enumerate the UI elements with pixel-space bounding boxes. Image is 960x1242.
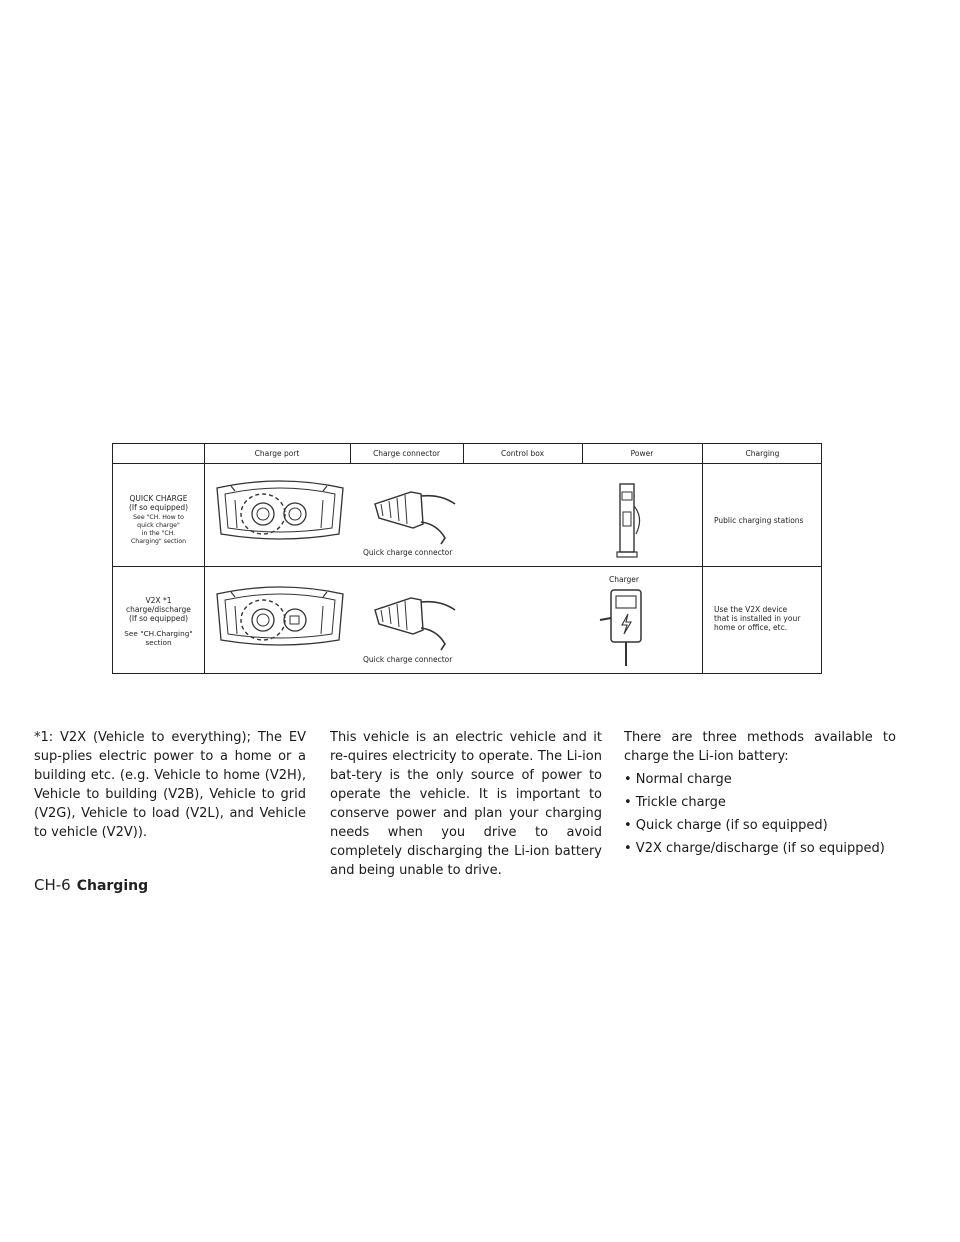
header-charging: Charging [745,449,780,458]
page-code: CH-6 [34,876,71,894]
v2x-charger-illustration [597,588,645,668]
section-name: Charging [76,878,149,894]
footnote-text: *1: V2X (Vehicle to everything); The EV sup-plies electric power to a home or a building etc. (e.g. Vehicle to home (V2H), Vehicle to building (V2B), Vehicle to grid (V2G), Vehicle to load (V2L), and Vehicle to vehicle (V2V)). [34,730,306,840]
row1-connector-caption: Quick charge connector [363,548,453,557]
row1-label-note: See "CH. How to quick charge" in the "CH. Charging" section [130,514,187,545]
row2-label [113,596,204,647]
methods-column [624,728,896,858]
header-charge-connector: Charge connector [373,449,440,458]
header-power: Power [630,449,654,458]
quick-charge-connector-illustration [371,484,461,548]
table-header [113,444,821,464]
intro-column [330,728,602,880]
list-item: • V2X charge/discharge (if so equipped) [624,841,885,856]
row1-charging-text: Public charging stations [714,516,804,525]
row2-power-caption: Charger [609,575,639,584]
list-item: • Trickle charge [624,795,726,810]
intro-text: This vehicle is an electric vehicle and it re-quires electricity to operate. The Li-ion bat-tery is the only source of power to operate the vehicle. It is important to conserve power and plan your charging needs when you drive to avoid completely discharging the Li-ion battery and being unable to drive. [330,730,602,878]
header-control-box: Control box [500,449,545,458]
row2-connector-caption: Quick charge connector [363,655,453,664]
charging-methods-figure [112,443,822,674]
row2-charging-text: Use the V2X device that is installed in your home or office, etc. [714,605,801,632]
list-item: • Quick charge (if so equipped) [624,818,828,833]
page-footer [34,876,148,894]
list-item: • Normal charge [624,772,732,787]
charge-port-illustration [211,478,349,546]
row2-label-note: See "CH.Charging" section [124,629,193,647]
row2-label-main: V2X *1 charge/discharge (If so equipped) [126,596,191,623]
public-charger-illustration [616,482,646,560]
footnote-column [34,728,306,842]
header-charge-port: Charge port [254,449,300,458]
v2x-charge-port-illustration [211,584,349,652]
methods-intro: There are three methods available to charge the Li-ion battery: [624,730,896,764]
v2x-quick-charge-connector-illustration [371,590,461,654]
row1-label-main: QUICK CHARGE (If so equipped) [128,494,189,512]
row1-label [113,494,204,546]
row-divider [113,566,821,567]
